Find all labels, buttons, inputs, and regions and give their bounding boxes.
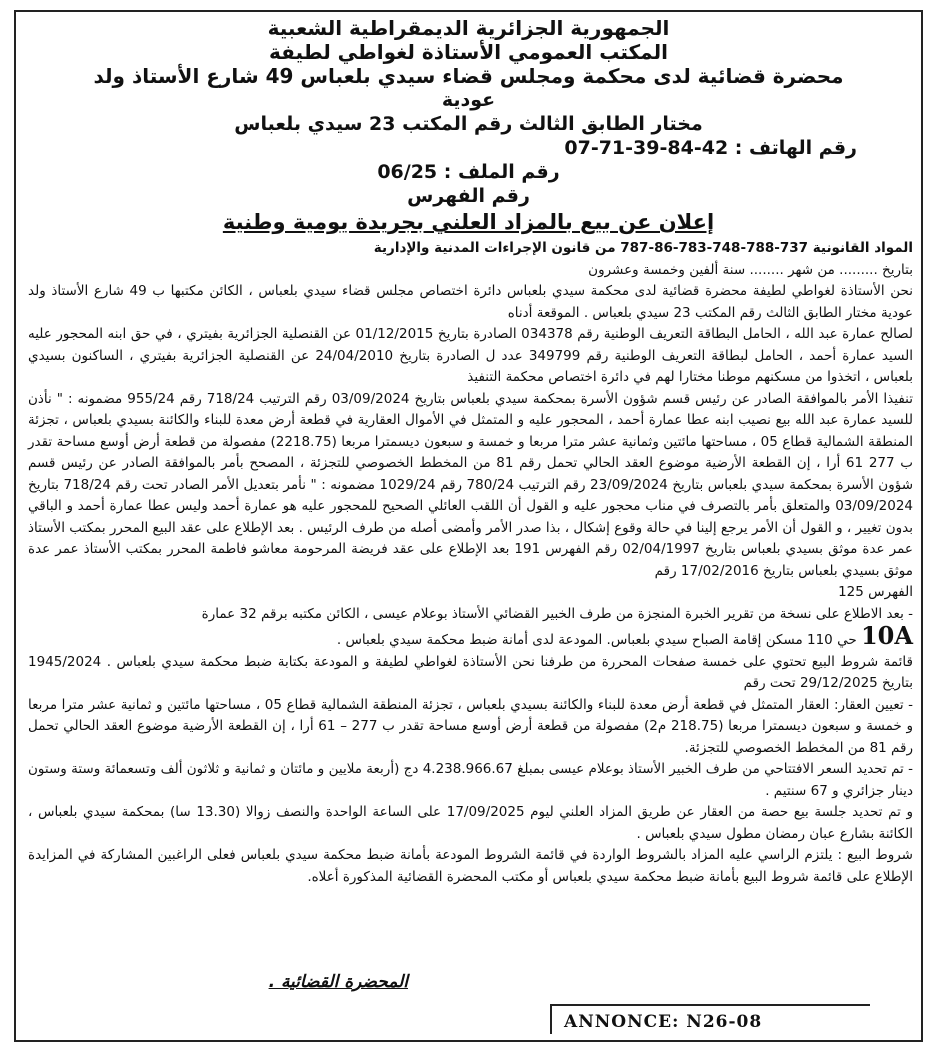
sale-conditions: شروط البيع : يلتزم الراسي عليه المزاد بالشروط الواردة في قائمة الشروط المودعة بأمانة ضبط محكمة سيدي بلعباس فعلى الراغبين المشاركة في المزايدة الإطلاع على قائمة شروط البيع بأمانة ضبط محكمة سيدي بلعباس أو مكتب المحضرة القضائية المذكورة أعلاه. — [28, 847, 913, 885]
auction-session: و تم تحديد جلسة بيع حصة من العقار عن طريق المزاد العلني ليوم 17/09/2025 على الساعة الواحدة والنصف زوالا (13.30 سا) بمحكمة سيدي بلعباس ، الكائنة بشارع عبان رمضان مطول سيدي بلعباس . — [28, 804, 914, 842]
index-number-line: الفهرس 125 — [838, 584, 913, 600]
court-order-paragraph: تنفيذا الأمر بالموافقة الصادر عن رئيس قسم شؤون الأسرة بمحكمة سيدي بلعباس بتاريخ 03/09/2024 رقم الترتيب 718/24 رقم 955/24 مضمونه : " نأذن للسيد عمارة عبد الله بيع نصيب ابنه عطا عمارة أحمد ، المحجور عليه و المتمثل في الأموال العقارية في قطعة أرض معدة للبناء والكائنة بسيدي بلعباس ، تجزئة المنطقة الشمالية قطاع 05 ، مساحتها مائتين وثمانية عشر مترا مربعا و خمسة و سبعون ديسمترا مربعا (2218.75) مفصولة من قطعة أرض أوسع مساحة تقدر ب 277 61 أرا ، إن القطعة الأرضية موضوع العقد الحالي تحمل رقم 81 من المخطط الخصوصي للتجزئة ، المصحح بأمر بالموافقة الصادر عن رئيس قسم شؤون الأسرة بمحكمة سيدي بلعباس بتاريخ 23/09/2024 رقم الترتيب 780/24 رقم 1029/24 مضمونه : " نأمر بتعديل الأمر الصادر تحت رقم 718/24 بتاريخ 03/09/2024 والمتعلق بأمر بالتصرف في مناب محجور عليه و القول أن اللقب العائلي الصحيح للمحجور عليه هو عمارة أحمد وليس عطا عمارة أحمد و الباقي بدون تغيير ، و القول أن الأمر يرجع إلينا في حالة وقوع إشكال ، بذا صدر الأمر وأمضى أصله من طرف الرئيس . بعد الإطلاع على عقد البيع المحرر بمكتب الأستاذ عمر عدة موثق بسيدي بلعباس بتاريخ 02/04/1997 رقم الفهرس 191 بعد الإطلاع على عقد فريضة المرحومة معاشو فاطمة المحرر بمكتب الأستاذ عمر عدة موثق بسيدي بلعباس بتاريخ 17/02/2016 رقم — [28, 390, 914, 579]
notice-title: إعلان عن بيع بالمزاد العلني بجريدة يومية وطنية — [222, 210, 715, 234]
notice-body — [20, 238, 917, 888]
property-description: - تعيين العقار: العقار المتمثل في قطعة أرض معدة للبناء والكائنة بسيدي بلعباس ، تجزئة المنطقة الشمالية قطاع 05 ، مساحتها مائتين و ثمانية عشر مترا مربعا و خمسة و سبعون ديسمترا مربعا (218.75 م2) مفصولة من قطعة أرض أوسع مساحة تقدر ب 277 – 61 أرا ، إن القطعة الأرضية موضوع العقد الحالي تحمل رقم 81 من المخطط الخصوصي للتجزئة. — [28, 696, 914, 756]
header-file-number: رقم الملف : 06/25 — [377, 161, 560, 183]
annonce-number: ANNONCE: N26-08 — [550, 1004, 870, 1034]
expert-address-line: 10A حي 110 مسكن إقامة الصباح سيدي بلعباس. المودعة لدى أمانة ضبط محكمة سيدي بلعباس . — [336, 621, 913, 650]
opening-price: - تم تحديد السعر الافتتاحي من طرف الخبير الأستاذ بوعلام عيسى بمبلغ 4.238.966.67 دج (أربعة ملايين و مائتان و ثمانية و ثلاثون ألف وتسعمائة وستة وستون دينار جزائري و 67 سنتيم . — [28, 761, 913, 799]
header-address-cont: عودية — [441, 89, 496, 111]
bailiff-intro: نحن الأستاذة لغواطي لطيفة محضرة قضائية لدى محكمة سيدي بلعباس دائرة اختصاص مجلس قضاء سيدي بلعباس ، الكائن مكتبها ب 49 شارع الأستاذ ولد عودية مختار الطابق الثالث رقم المكتب 23 سيدي بلعباس . الموقعة أدناه — [28, 283, 913, 321]
header-index-number: رقم الفهرس — [407, 185, 530, 207]
notice-content — [20, 16, 917, 888]
conditions-list-paragraph: قائمة شروط البيع تحتوي على خمسة صفحات المحررة من طرفنا نحن الأستاذة لغواطي لطيفة و المودعة بكتابة ضبط محكمة سيدي بلعباس . 1945/2024 بتاريخ 29/12/2025 تحت رقم — [28, 653, 913, 691]
margin-letter: 10A — [860, 621, 913, 650]
header-bailiff: محضرة قضائية لدى محكمة ومجلس قضاء سيدي بلعباس 49 شارع الأستاذ ولد — [93, 64, 844, 88]
expert-report-paragraph: - بعد الاطلاع على نسخة من تقرير الخبرة المنجزة من طرف الخبير القضائي الأستاذ بوعلام عيسى ، الكائن مكتبه برقم 32 عمارة — [201, 605, 913, 622]
header-office: المكتب العمومي الأستاذة لغواطي لطيفة — [269, 40, 668, 64]
header-republic: الجمهورية الجزائرية الديمقراطية الشعبية — [267, 16, 670, 40]
header-phone: رقم الهاتف : 42-84-39-71-07 — [564, 137, 857, 159]
notice-date: بتاريخ ......... من شهر ........ سنة ألفين وخمسة وعشرون — [588, 261, 913, 278]
header-floor: مختار الطابق الثالث رقم المكتب 23 سيدي بلعباس — [234, 113, 703, 135]
legal-articles: المواد القانونية 737-788-748-783-86-787 من قانون الإجراءات المدنية والإدارية — [373, 240, 913, 256]
bailiff-signature: المحضرة القضائية . — [268, 972, 408, 992]
beneficiary-paragraph: لصالح عمارة عبد الله ، الحامل البطاقة التعريف الوطنية رقم 034378 الصادرة بتاريخ 01/12/2015 عن القنصلية الجزائرية بفيتري ، في حق ابنه المحجور عليه السيد عمارة أحمد ، الحامل لبطاقة التعريف الوطنية رقم 349799 عدد ل الصادرة بتاريخ 24/04/2010 عن القنصلية الجزائرية بفيتري ، الساكنون بسيدي بلعباس ، اتخذوا من مسكنهم موطنا مختارا لهم في دائرة اختصاص محكمة التنفيذ — [28, 326, 914, 385]
